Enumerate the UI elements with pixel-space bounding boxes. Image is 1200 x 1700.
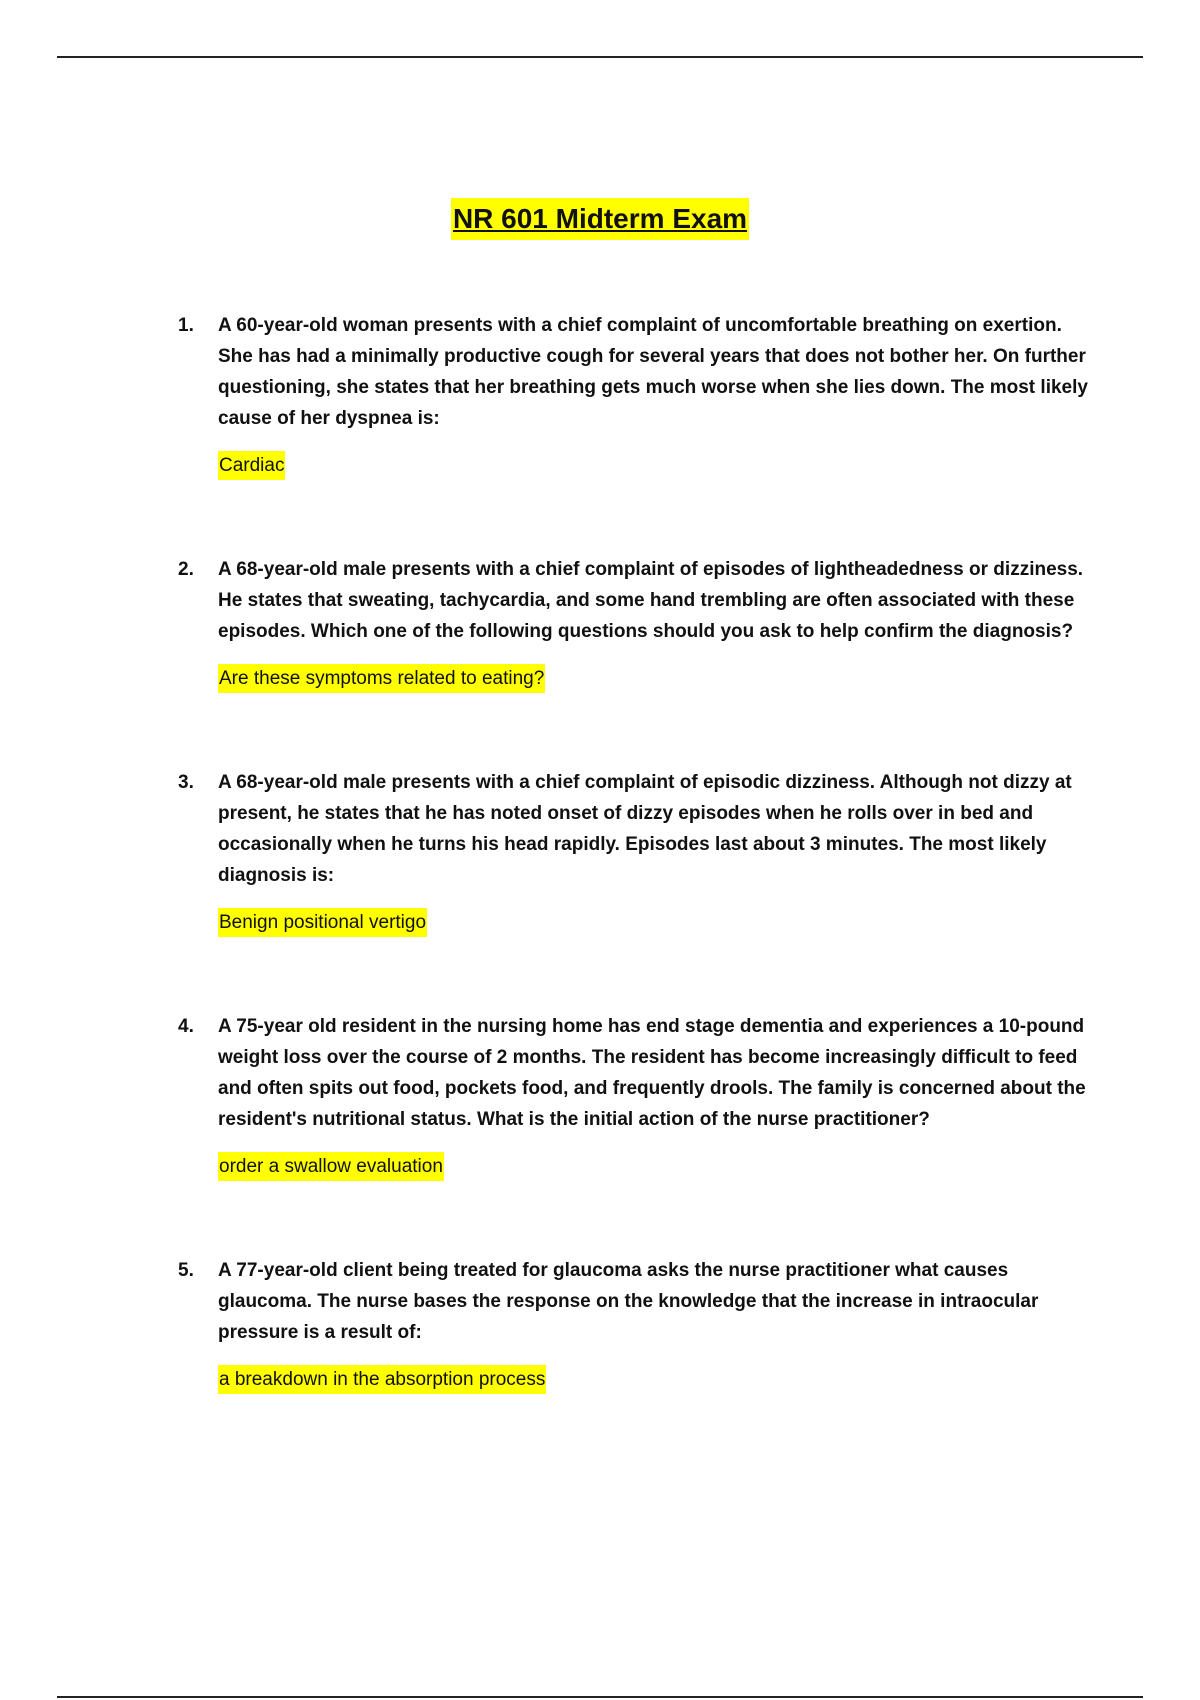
question-item (178, 1255, 1098, 1394)
question-number: 3. (178, 772, 194, 793)
question-number: 2. (178, 559, 194, 580)
question-item (178, 554, 1098, 693)
question-text: A 77-year-old client being treated for glaucoma asks the nurse practitioner what causes glaucoma. The nurse bases the response on the knowledge that the increase in intraocular pressure is a result of: (218, 1260, 1039, 1343)
question-item (178, 1011, 1098, 1181)
question-number: 1. (178, 315, 194, 336)
highlighted-answer: Cardiac (218, 451, 285, 480)
highlighted-answer: a breakdown in the absorption process (218, 1365, 546, 1394)
question-text: A 75-year old resident in the nursing home has end stage dementia and experiences a 10-pound weight loss over the course of 2 months. The resident has become increasingly difficult to feed and often spits out food, pockets food, and frequently drools. The family is concerned about the resident's nutritional status. What is the initial action of the nurse practitioner? (218, 1016, 1086, 1130)
question-item (178, 310, 1098, 480)
question-text: A 68-year-old male presents with a chief complaint of episodic dizziness. Although not dizzy at present, he states that he has noted onset of dizzy episodes when he rolls over in bed and occasionally when he turns his head rapidly. Episodes last about 3 minutes. The most likely diagnosis is: (218, 772, 1072, 886)
bottom-divider (57, 1696, 1143, 1698)
question-number: 4. (178, 1016, 194, 1037)
question-text: A 68-year-old male presents with a chief complaint of episodes of lightheadedness or dizziness. He states that sweating, tachycardia, and some hand trembling are often associated with these episodes. Which one of the following questions should you ask to help confirm the diagnosis? (218, 559, 1084, 642)
page-title: NR 601 Midterm Exam (451, 198, 749, 240)
highlighted-answer: order a swallow evaluation (218, 1152, 444, 1181)
title-container (0, 198, 1200, 240)
question-list (178, 310, 1098, 1468)
question-item (178, 767, 1098, 937)
question-text: A 60-year-old woman presents with a chief complaint of uncomfortable breathing on exertion. She has had a minimally productive cough for several years that does not bother her. On further questioning, she states that her breathing gets much worse when she lies down. The most likely cause of her dyspnea is: (218, 315, 1088, 429)
highlighted-answer: Benign positional vertigo (218, 908, 427, 937)
top-divider (57, 56, 1143, 58)
highlighted-answer: Are these symptoms related to eating? (218, 664, 545, 693)
question-number: 5. (178, 1260, 194, 1281)
